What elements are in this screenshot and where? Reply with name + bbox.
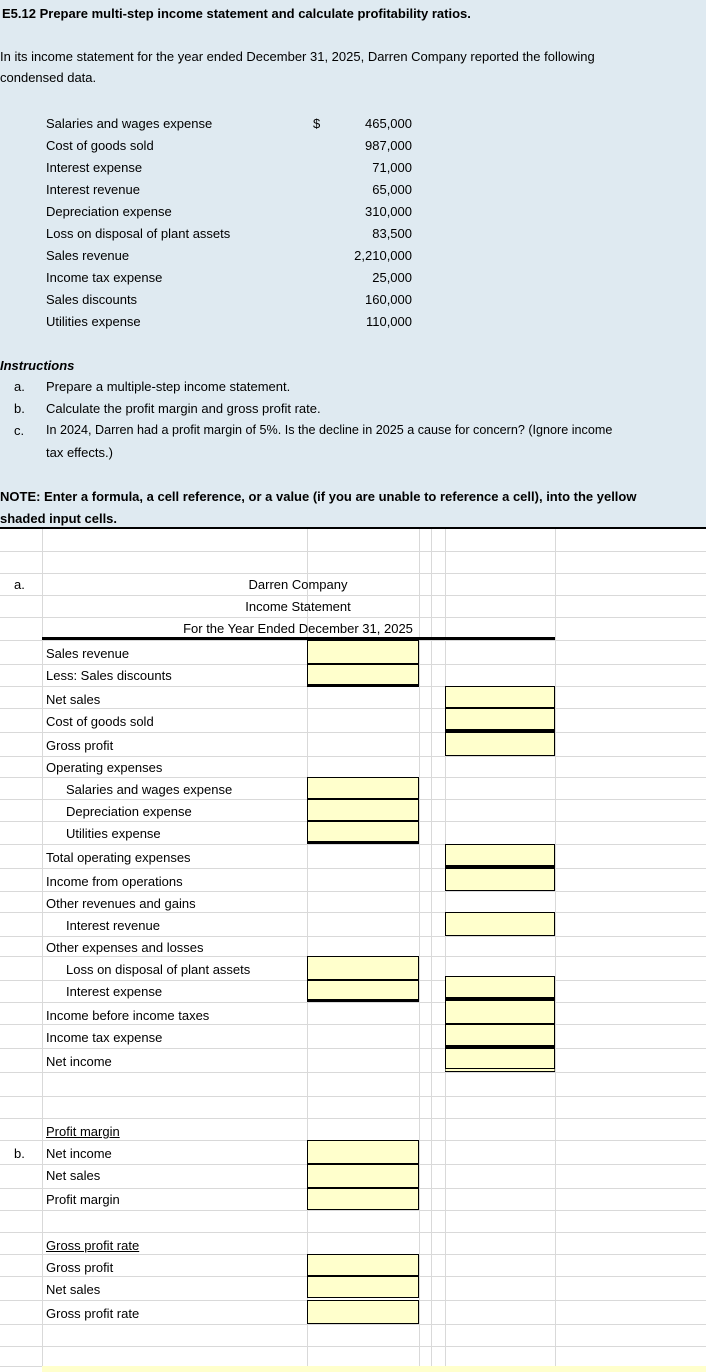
data-label-interest-revenue: Interest revenue	[46, 182, 140, 197]
grid-row-line	[0, 1024, 706, 1025]
grid-row-line	[0, 1232, 706, 1233]
row-other-expenses: Other expenses and losses	[46, 940, 204, 955]
grid-row-line	[0, 551, 706, 552]
grid-column-line	[42, 529, 43, 1372]
input-depreciation[interactable]	[307, 799, 419, 821]
gpr-row-net-sales: Net sales	[46, 1282, 101, 1297]
grid-row-line	[0, 756, 706, 757]
instruction-text-c-cont: tax effects.)	[46, 445, 113, 460]
row-other-revenues: Other revenues and gains	[46, 896, 196, 911]
row-total-operating: Total operating expenses	[46, 850, 191, 865]
data-label-utilities: Utilities expense	[46, 314, 141, 329]
company-name: Darren Company	[248, 577, 348, 592]
grid-row-line	[0, 1002, 706, 1003]
grid-row-line	[0, 936, 706, 937]
input-sales-revenue[interactable]	[307, 640, 419, 664]
input-cogs[interactable]	[445, 708, 555, 732]
data-value-salaries: 465,000	[365, 116, 412, 131]
grid-row-line	[0, 1072, 706, 1073]
grid-column-line	[431, 529, 432, 1372]
data-label-interest-expense: Interest expense	[46, 160, 143, 175]
part-a-label: a.	[14, 577, 25, 592]
input-income-operations[interactable]	[445, 868, 555, 891]
grid-row-line	[0, 732, 706, 733]
row-operating-expenses: Operating expenses	[46, 760, 163, 775]
input-gross-profit[interactable]	[445, 732, 555, 756]
data-value-utilities: 110,000	[365, 314, 412, 329]
grid-row-line	[0, 1346, 706, 1347]
instruction-text-c: In 2024, Darren had a profit margin of 5%. Is the decline in 2025 a cause for concern? (Ignore income	[46, 423, 613, 437]
input-pm-profit-margin[interactable]	[307, 1188, 419, 1210]
pm-row-profit-margin: Profit margin	[46, 1192, 120, 1207]
input-gpr-net-sales[interactable]	[307, 1276, 419, 1298]
data-label-salaries: Salaries and wages expense	[46, 116, 213, 131]
input-utilities[interactable]	[307, 821, 419, 844]
grid-row-line	[0, 868, 706, 869]
profit-margin-heading: Profit margin	[46, 1124, 120, 1139]
data-value-interest-revenue: 65,000	[372, 182, 412, 197]
input-gpr-gross-profit-rate[interactable]	[307, 1300, 419, 1324]
grid-column-line	[555, 529, 556, 1372]
input-pm-net-sales[interactable]	[307, 1164, 419, 1188]
row-income-before-taxes: Income before income taxes	[46, 1008, 210, 1023]
input-net-income[interactable]	[445, 1048, 555, 1072]
row-depreciation: Depreciation expense	[66, 804, 192, 819]
row-loss-disposal: Loss on disposal of plant assets	[66, 962, 251, 977]
input-other-expenses-total[interactable]	[445, 976, 555, 1000]
input-salaries[interactable]	[307, 777, 419, 799]
data-value-income-tax: 25,000	[372, 270, 412, 285]
grid-row-line	[0, 1210, 706, 1211]
row-sales-revenue: Sales revenue	[46, 646, 130, 661]
instruction-text-a: Prepare a multiple-step income statement.	[46, 379, 291, 394]
gpr-row-gross-profit: Gross profit	[46, 1260, 114, 1275]
row-salaries: Salaries and wages expense	[66, 782, 233, 797]
note-line-2: shaded input cells.	[0, 511, 118, 526]
grid-row-line	[0, 844, 706, 845]
part-b-label: b.	[14, 1146, 25, 1161]
problem-title: E5.12 Prepare multi-step income statement and calculate profitability ratios.	[2, 6, 471, 21]
data-label-income-tax: Income tax expense	[46, 270, 163, 285]
input-sales-discounts[interactable]	[307, 664, 419, 687]
pm-row-net-sales: Net sales	[46, 1168, 101, 1183]
gross-profit-rate-heading: Gross profit rate	[46, 1238, 140, 1253]
grid-row-line	[0, 708, 706, 709]
grid-column-line	[419, 529, 420, 1372]
grid-row-line	[0, 912, 706, 913]
grid-row-line	[0, 1324, 706, 1325]
data-label-sales-revenue: Sales revenue	[46, 248, 130, 263]
intro-line-1: In its income statement for the year ended December 31, 2025, Darren Company reported the following	[0, 49, 595, 64]
grid-row-line	[0, 1048, 706, 1049]
note-line-1: NOTE: Enter a formula, a cell reference, or a value (if you are unable to reference a cell), into the yellow	[0, 489, 637, 504]
input-pm-net-income[interactable]	[307, 1140, 419, 1164]
input-total-operating[interactable]	[445, 844, 555, 868]
data-value-sales-discounts: 160,000	[365, 292, 412, 307]
data-value-depreciation: 310,000	[365, 204, 412, 219]
row-utilities: Utilities expense	[66, 826, 161, 841]
row-sales-discounts: Less: Sales discounts	[46, 668, 172, 683]
intro-line-2: condensed data.	[0, 70, 97, 85]
data-label-sales-discounts: Sales discounts	[46, 292, 138, 307]
grid-column-line	[445, 529, 446, 1372]
input-income-tax[interactable]	[445, 1024, 555, 1048]
input-interest-revenue[interactable]	[445, 912, 555, 936]
input-net-sales[interactable]	[445, 686, 555, 708]
input-interest-expense[interactable]	[307, 980, 419, 1002]
gpr-row-gross-profit-rate: Gross profit rate	[46, 1306, 140, 1321]
row-net-sales: Net sales	[46, 692, 101, 707]
data-value-cogs: 987,000	[365, 138, 412, 153]
data-value-interest-expense: 71,000	[372, 160, 412, 175]
input-gpr-gross-profit[interactable]	[307, 1254, 419, 1276]
row-interest-expense: Interest expense	[66, 984, 163, 999]
instruction-text-b: Calculate the profit margin and gross profit rate.	[46, 401, 321, 416]
row-net-income: Net income	[46, 1054, 112, 1069]
grid-row-line	[0, 1118, 706, 1119]
statement-period: For the Year Ended December 31, 2025	[183, 621, 413, 636]
currency-symbol: $	[313, 116, 321, 131]
row-income-tax: Income tax expense	[46, 1030, 163, 1045]
header-rule	[42, 637, 555, 640]
grid-row-line	[0, 1096, 706, 1097]
grid-row-line	[0, 891, 706, 892]
pm-row-net-income: Net income	[46, 1146, 112, 1161]
instructions-heading: Instructions	[0, 358, 75, 373]
input-loss-disposal[interactable]	[307, 956, 419, 980]
instruction-letter-c: c.	[14, 423, 25, 438]
data-value-loss-disposal: 83,500	[372, 226, 412, 241]
row-gross-profit: Gross profit	[46, 738, 114, 753]
data-label-loss-disposal: Loss on disposal of plant assets	[46, 226, 231, 241]
row-cogs: Cost of goods sold	[46, 714, 154, 729]
instruction-letter-a: a.	[14, 379, 25, 394]
row-interest-revenue: Interest revenue	[66, 918, 160, 933]
grid-row-line	[0, 573, 706, 574]
data-label-depreciation: Depreciation expense	[46, 204, 172, 219]
note-divider	[0, 527, 706, 529]
instruction-letter-b: b.	[14, 401, 25, 416]
row-income-operations: Income from operations	[46, 874, 183, 889]
data-value-sales-revenue: 2,210,000	[354, 248, 412, 263]
next-row-cell	[42, 1366, 706, 1372]
input-income-before-taxes[interactable]	[445, 1000, 555, 1024]
grid-row-line	[0, 595, 706, 596]
statement-name: Income Statement	[245, 599, 351, 614]
data-label-cogs: Cost of goods sold	[46, 138, 154, 153]
grid-row-line	[0, 617, 706, 618]
